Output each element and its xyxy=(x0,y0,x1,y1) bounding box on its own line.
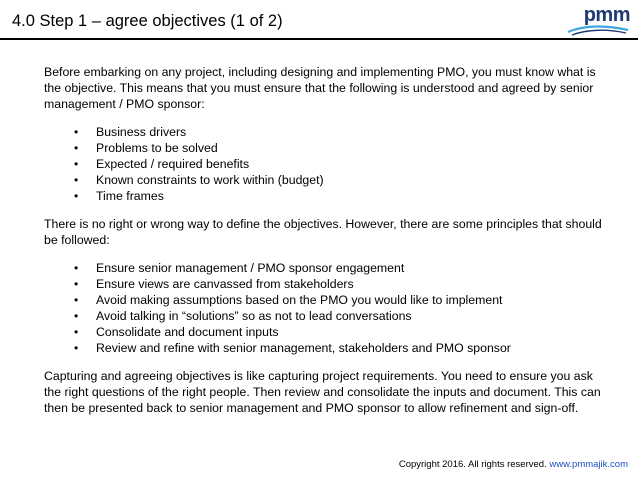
list-item: • Problems to be solved xyxy=(74,141,218,155)
bullet-icon: • xyxy=(74,293,79,307)
bullet-icon: • xyxy=(74,157,79,171)
list-item: • Ensure senior management / PMO sponsor engagement xyxy=(74,261,405,275)
bullet-icon: • xyxy=(74,325,79,339)
list-item: • Business drivers xyxy=(74,125,187,139)
logo-swoosh-icon xyxy=(566,23,630,37)
website-link[interactable]: www.pmmajik.com xyxy=(549,459,628,470)
list-item: • Time frames xyxy=(74,189,164,203)
list-item: • Expected / required benefits xyxy=(74,157,250,171)
bullet-icon: • xyxy=(74,125,79,139)
bullet-icon: • xyxy=(74,173,79,187)
copyright-text: Copyright 2016. All rights reserved. xyxy=(398,459,550,470)
objectives-list xyxy=(44,124,604,204)
list-item: • Consolidate and document inputs xyxy=(74,325,279,339)
list-item: • Avoid making assumptions based on the PMO you would like to implement xyxy=(74,293,503,307)
bullet-icon: • xyxy=(74,189,79,203)
bullet-icon: • xyxy=(74,261,79,275)
principles-intro-paragraph: There is no right or wrong way to define the objectives. However, there are some principles that should be followed: xyxy=(44,217,602,247)
slide-title: 4.0 Step 1 – agree objectives (1 of 2) xyxy=(12,12,283,30)
slide-body xyxy=(44,64,604,416)
closing-paragraph: Capturing and agreeing objectives is like capturing project requirements. You need to ensure you ask the right questions of the right people. Then review and consolidate the inputs and document. This can then be presented back to senior management and PMO sponsor to allow refinement and sign-off. xyxy=(44,369,601,415)
logo-wordmark: pmm xyxy=(583,4,630,26)
principles-list xyxy=(44,260,604,356)
list-item: • Ensure views are canvassed from stakeholders xyxy=(74,277,354,291)
bullet-icon: • xyxy=(74,309,79,323)
footer-copyright xyxy=(399,459,628,470)
bullet-icon: • xyxy=(74,277,79,291)
title-divider xyxy=(0,38,638,40)
list-item: • Avoid talking in “solutions” so as not to lead conversations xyxy=(74,309,412,323)
bullet-icon: • xyxy=(74,141,79,155)
intro-paragraph: Before embarking on any project, including designing and implementing PMO, you must know what is the objective. This means that you must ensure that the following is understood and agreed by senior management / PMO sponsor: xyxy=(44,65,596,111)
list-item: • Known constraints to work within (budget) xyxy=(74,173,324,187)
list-item: • Review and refine with senior management, stakeholders and PMO sponsor xyxy=(74,341,511,355)
pmm-logo xyxy=(566,5,630,35)
bullet-icon: • xyxy=(74,341,79,355)
